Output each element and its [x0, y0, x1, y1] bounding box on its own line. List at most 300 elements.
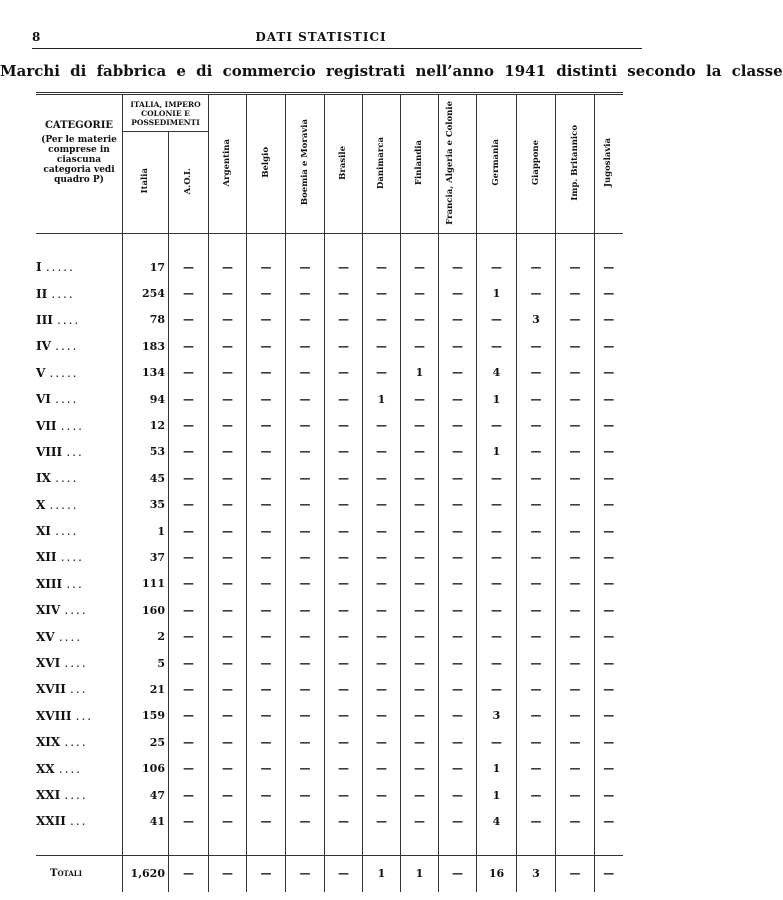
count-cell: —	[363, 571, 401, 597]
count-cell: —	[517, 623, 556, 649]
count-cell: —	[169, 280, 209, 306]
count-cell: —	[325, 280, 363, 306]
count-cell: —	[209, 465, 247, 491]
table-row	[36, 492, 623, 518]
count-cell: —	[556, 360, 595, 386]
count-cell: —	[286, 360, 325, 386]
count-cell: —	[209, 254, 247, 280]
count-cell: —	[286, 571, 325, 597]
table-row	[36, 360, 623, 386]
count-cell: —	[517, 808, 556, 834]
count-cell: 4	[477, 808, 517, 834]
count-cell: —	[595, 254, 623, 280]
count-cell: —	[439, 386, 477, 412]
count-cell: —	[363, 360, 401, 386]
category-label: XIX ....	[36, 735, 88, 750]
count-cell: —	[439, 492, 477, 518]
count-cell: —	[401, 280, 439, 306]
count-cell: —	[595, 623, 623, 649]
count-cell: —	[363, 623, 401, 649]
count-cell: —	[401, 307, 439, 333]
count-cell: —	[363, 439, 401, 465]
count-cell: —	[286, 280, 325, 306]
count-cell: —	[209, 544, 247, 570]
count-cell: —	[477, 492, 517, 518]
count-cell: —	[517, 386, 556, 412]
count-cell: —	[439, 782, 477, 808]
count-cell: —	[169, 254, 209, 280]
count-cell: —	[556, 544, 595, 570]
table-row	[36, 465, 623, 491]
count-cell: —	[401, 254, 439, 280]
count-cell: —	[286, 623, 325, 649]
count-cell: —	[325, 703, 363, 729]
count-italia: 37	[123, 544, 169, 570]
count-cell: —	[439, 307, 477, 333]
count-cell: —	[325, 360, 363, 386]
count-cell: —	[401, 703, 439, 729]
count-cell: —	[517, 439, 556, 465]
count-cell: —	[439, 518, 477, 544]
count-cell: —	[169, 465, 209, 491]
count-cell: —	[286, 650, 325, 676]
count-cell: —	[439, 544, 477, 570]
count-cell: —	[595, 518, 623, 544]
table-row	[36, 703, 623, 729]
count-cell: —	[169, 597, 209, 623]
count-cell: —	[401, 492, 439, 518]
total-cell: —	[439, 855, 477, 892]
count-cell: —	[517, 703, 556, 729]
count-cell: —	[556, 492, 595, 518]
count-cell: —	[286, 597, 325, 623]
table-row	[36, 623, 623, 649]
count-cell: —	[556, 597, 595, 623]
count-cell: —	[169, 544, 209, 570]
col-header-brasile: Brasile	[325, 95, 363, 234]
count-cell: —	[556, 676, 595, 702]
count-cell: —	[401, 597, 439, 623]
count-cell: —	[209, 808, 247, 834]
count-cell: —	[517, 597, 556, 623]
table-row	[36, 386, 623, 412]
count-cell: —	[209, 492, 247, 518]
count-cell: —	[209, 676, 247, 702]
count-cell: —	[209, 782, 247, 808]
table-row	[36, 650, 623, 676]
count-cell: —	[169, 623, 209, 649]
count-cell: 1	[477, 439, 517, 465]
count-cell: —	[169, 729, 209, 755]
count-cell: —	[169, 676, 209, 702]
count-cell: —	[401, 544, 439, 570]
count-cell: —	[209, 623, 247, 649]
count-cell: —	[363, 729, 401, 755]
category-label: XVI ....	[36, 656, 88, 671]
category-label: I .....	[36, 260, 75, 275]
count-cell: —	[595, 280, 623, 306]
count-cell: —	[247, 307, 286, 333]
count-cell: —	[247, 254, 286, 280]
count-cell: —	[517, 544, 556, 570]
count-cell: 1	[401, 360, 439, 386]
table-row	[36, 571, 623, 597]
running-header	[0, 28, 642, 48]
total-cell: —	[556, 855, 595, 892]
count-cell: —	[325, 729, 363, 755]
count-italia: 35	[123, 492, 169, 518]
count-cell: —	[556, 333, 595, 359]
total-cell: —	[209, 855, 247, 892]
count-italia: 159	[123, 703, 169, 729]
count-cell: —	[209, 571, 247, 597]
count-cell: —	[209, 412, 247, 438]
count-cell: —	[209, 650, 247, 676]
count-cell: —	[247, 650, 286, 676]
count-cell: —	[439, 465, 477, 491]
total-cell: 1	[401, 855, 439, 892]
count-cell: 1	[477, 755, 517, 781]
count-cell: —	[247, 386, 286, 412]
count-cell: —	[556, 755, 595, 781]
table-row	[36, 808, 623, 834]
col-header-giappone: Giappone	[517, 95, 556, 234]
table-row	[36, 729, 623, 755]
table-row	[36, 597, 623, 623]
col-header-francia: Francia, Algeria e Colonie	[439, 95, 477, 234]
count-cell: —	[286, 439, 325, 465]
count-cell: 1	[363, 386, 401, 412]
count-cell: —	[247, 465, 286, 491]
count-cell: —	[595, 307, 623, 333]
count-cell: —	[401, 465, 439, 491]
count-cell: —	[247, 360, 286, 386]
count-cell: —	[477, 544, 517, 570]
count-cell: —	[325, 333, 363, 359]
table-row	[36, 333, 623, 359]
totals-row	[36, 855, 623, 892]
category-label: XV ....	[36, 629, 83, 644]
count-cell: —	[439, 333, 477, 359]
count-cell: —	[363, 412, 401, 438]
count-cell: —	[247, 623, 286, 649]
count-italia: 12	[123, 412, 169, 438]
count-cell: —	[517, 755, 556, 781]
category-label: XVII ...	[36, 682, 88, 697]
count-italia: 1	[123, 518, 169, 544]
count-cell: —	[517, 465, 556, 491]
count-cell: —	[209, 360, 247, 386]
count-cell: —	[477, 333, 517, 359]
count-cell: —	[363, 676, 401, 702]
count-cell: —	[325, 492, 363, 518]
total-cell: 1	[363, 855, 401, 892]
count-cell: —	[517, 518, 556, 544]
total-cell: 16	[477, 855, 517, 892]
count-cell: —	[477, 412, 517, 438]
category-label: X .....	[36, 497, 79, 512]
count-cell: —	[247, 544, 286, 570]
table-row	[36, 676, 623, 702]
count-cell: —	[439, 650, 477, 676]
count-cell: —	[363, 755, 401, 781]
count-cell: —	[169, 808, 209, 834]
count-cell: —	[401, 518, 439, 544]
count-cell: —	[595, 650, 623, 676]
col-header-jugoslavia: Jugoslavia	[595, 95, 623, 234]
count-cell: —	[363, 280, 401, 306]
count-cell: —	[209, 729, 247, 755]
col-header-germania: Germania	[477, 95, 517, 234]
count-cell: —	[247, 333, 286, 359]
category-label: XII ....	[36, 550, 84, 565]
count-cell: —	[401, 676, 439, 702]
count-cell: —	[325, 755, 363, 781]
count-cell: —	[209, 386, 247, 412]
count-cell: —	[439, 808, 477, 834]
count-cell: —	[595, 439, 623, 465]
table-row	[36, 782, 623, 808]
count-cell: —	[517, 492, 556, 518]
count-cell: —	[247, 729, 286, 755]
category-label: XIII ...	[36, 576, 84, 591]
count-cell: —	[325, 518, 363, 544]
category-label: V .....	[36, 365, 79, 380]
count-cell: —	[247, 782, 286, 808]
count-cell: —	[595, 360, 623, 386]
count-cell: —	[209, 597, 247, 623]
count-cell: —	[247, 492, 286, 518]
group-header: ITALIA, IMPERO COLONIE E POSSEDIMENTI	[123, 95, 209, 132]
count-cell: —	[286, 755, 325, 781]
count-cell: —	[363, 518, 401, 544]
count-cell: —	[401, 333, 439, 359]
page-number: 8	[32, 30, 41, 44]
count-cell: —	[247, 808, 286, 834]
count-cell: —	[439, 729, 477, 755]
count-italia: 94	[123, 386, 169, 412]
table-row	[36, 307, 623, 333]
count-cell: —	[286, 333, 325, 359]
col-header-belgio: Belgio	[247, 95, 286, 234]
count-cell: —	[401, 782, 439, 808]
count-cell: —	[477, 650, 517, 676]
count-italia: 47	[123, 782, 169, 808]
count-cell: —	[169, 307, 209, 333]
count-cell: —	[401, 755, 439, 781]
count-cell: —	[286, 782, 325, 808]
count-cell: —	[363, 782, 401, 808]
count-cell: —	[247, 571, 286, 597]
count-italia: 106	[123, 755, 169, 781]
count-cell: —	[325, 439, 363, 465]
count-cell: —	[517, 729, 556, 755]
count-italia: 17	[123, 254, 169, 280]
count-cell: —	[477, 623, 517, 649]
count-cell: —	[439, 703, 477, 729]
count-cell: —	[325, 307, 363, 333]
category-label: IX ....	[36, 471, 79, 486]
count-cell: —	[517, 412, 556, 438]
count-cell: —	[363, 808, 401, 834]
count-cell: —	[595, 782, 623, 808]
count-cell: —	[325, 597, 363, 623]
count-cell: —	[401, 386, 439, 412]
category-label: VI ....	[36, 392, 79, 407]
table-body	[36, 254, 623, 835]
count-cell: —	[477, 254, 517, 280]
count-cell: —	[517, 280, 556, 306]
count-cell: —	[363, 703, 401, 729]
header-rule	[32, 48, 642, 49]
count-cell: —	[286, 518, 325, 544]
category-label: XXI ....	[36, 788, 88, 802]
count-cell: —	[325, 623, 363, 649]
count-cell: —	[286, 808, 325, 834]
count-italia: 134	[123, 360, 169, 386]
count-cell: —	[556, 254, 595, 280]
category-label: II ....	[36, 286, 75, 301]
count-cell: —	[517, 360, 556, 386]
totals-label: Totali	[50, 868, 82, 880]
count-cell: —	[556, 808, 595, 834]
col-header-finlandia: Finlandia	[401, 95, 439, 234]
count-cell: 3	[477, 703, 517, 729]
count-cell: —	[439, 280, 477, 306]
count-cell: —	[363, 492, 401, 518]
total-cell: —	[169, 855, 209, 892]
category-label: XXII ...	[36, 814, 88, 829]
count-cell: —	[556, 518, 595, 544]
count-cell: —	[247, 412, 286, 438]
count-italia: 183	[123, 333, 169, 359]
count-cell: —	[595, 571, 623, 597]
count-cell: 3	[517, 307, 556, 333]
category-label: XI ....	[36, 524, 79, 539]
count-cell: —	[595, 755, 623, 781]
count-cell: —	[556, 465, 595, 491]
count-cell: —	[556, 623, 595, 649]
count-cell: —	[325, 650, 363, 676]
count-cell: —	[556, 280, 595, 306]
count-cell: —	[286, 729, 325, 755]
count-cell: —	[439, 676, 477, 702]
count-cell: —	[169, 518, 209, 544]
count-cell: —	[595, 492, 623, 518]
count-cell: —	[209, 518, 247, 544]
count-cell: —	[325, 808, 363, 834]
count-cell: —	[595, 412, 623, 438]
count-cell: —	[439, 439, 477, 465]
table-title: Marchi di fabbrica e di commercio registrati nell’anno 1941 distinti secondo la classe	[0, 62, 783, 80]
count-cell: —	[209, 703, 247, 729]
count-cell: —	[517, 650, 556, 676]
count-cell: —	[401, 650, 439, 676]
count-cell: —	[477, 676, 517, 702]
count-cell: —	[556, 650, 595, 676]
count-cell: —	[556, 307, 595, 333]
table-row	[36, 755, 623, 781]
col-header-aoi: A.O.I.	[169, 132, 209, 234]
count-cell: —	[401, 439, 439, 465]
count-cell: 4	[477, 360, 517, 386]
count-cell: —	[247, 755, 286, 781]
count-cell: —	[401, 571, 439, 597]
count-cell: —	[169, 492, 209, 518]
count-cell: —	[209, 307, 247, 333]
count-cell: —	[401, 729, 439, 755]
count-cell: —	[556, 782, 595, 808]
count-italia: 2	[123, 623, 169, 649]
category-label: IV ....	[36, 339, 79, 354]
count-cell: —	[286, 386, 325, 412]
count-italia: 53	[123, 439, 169, 465]
category-label: XIV ....	[36, 603, 88, 618]
category-label: III ....	[36, 312, 81, 327]
table-row	[36, 254, 623, 280]
count-cell: 1	[477, 280, 517, 306]
count-cell: —	[325, 386, 363, 412]
table-row	[36, 439, 623, 465]
count-cell: —	[169, 412, 209, 438]
count-cell: —	[556, 412, 595, 438]
count-cell: —	[363, 597, 401, 623]
col-header-argentina: Argentina	[209, 95, 247, 234]
count-cell: —	[247, 676, 286, 702]
count-cell: —	[439, 597, 477, 623]
count-cell: —	[595, 597, 623, 623]
count-italia: 5	[123, 650, 169, 676]
col-header-italia: Italia	[123, 132, 169, 234]
count-cell: —	[247, 518, 286, 544]
table-row	[36, 412, 623, 438]
count-cell: —	[595, 729, 623, 755]
count-cell: —	[247, 439, 286, 465]
count-cell: —	[401, 808, 439, 834]
count-cell: —	[477, 729, 517, 755]
count-cell: —	[439, 571, 477, 597]
count-cell: —	[595, 386, 623, 412]
category-header: CATEGORIE (Per le materie comprese in ciascuna categoria vedi quadro P)	[36, 95, 123, 234]
count-cell: —	[517, 254, 556, 280]
count-cell: —	[247, 280, 286, 306]
total-cell: —	[325, 855, 363, 892]
category-label: VII ....	[36, 418, 84, 433]
count-cell: —	[286, 492, 325, 518]
count-cell: —	[439, 755, 477, 781]
col-header-boemia: Boemia e Moravia	[286, 95, 325, 234]
count-cell: —	[439, 360, 477, 386]
count-cell: —	[169, 703, 209, 729]
statistics-table	[36, 92, 623, 892]
count-cell: —	[595, 703, 623, 729]
count-cell: —	[363, 307, 401, 333]
count-cell: —	[169, 439, 209, 465]
count-cell: —	[209, 333, 247, 359]
count-cell: —	[477, 465, 517, 491]
running-title: DATI STATISTICI	[255, 30, 387, 44]
category-label: XX ....	[36, 761, 83, 776]
count-cell: —	[169, 333, 209, 359]
count-cell: —	[286, 544, 325, 570]
count-cell: —	[209, 439, 247, 465]
count-italia: 111	[123, 571, 169, 597]
count-italia: 78	[123, 307, 169, 333]
count-cell: —	[325, 465, 363, 491]
count-cell: —	[209, 280, 247, 306]
count-italia: 254	[123, 280, 169, 306]
table-row	[36, 518, 623, 544]
